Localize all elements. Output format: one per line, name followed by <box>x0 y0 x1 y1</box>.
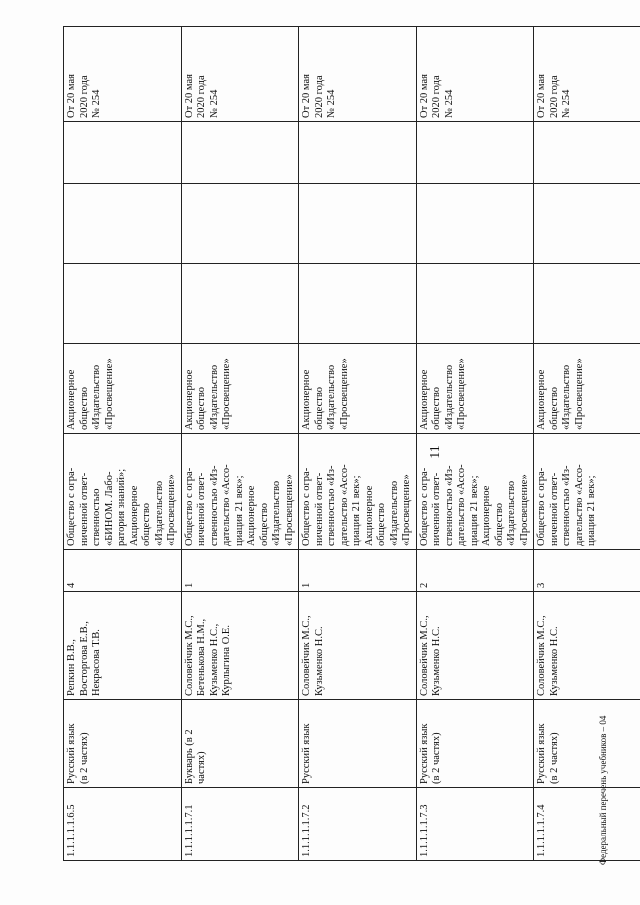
row-subject-cell: Русский язык (в 2 частях) <box>416 700 534 788</box>
table-row <box>299 27 417 861</box>
row-subject-cell: Русский язык (в 2 частях) <box>534 700 640 788</box>
row-publisher2-cell: Акционерное общество «Издательство «Просвещение» <box>64 344 182 434</box>
row-subject-cell: Русский язык <box>299 700 417 788</box>
row-grade-cell: 1 <box>299 550 417 592</box>
row-order-cell: От 20 мая 2020 года № 254 <box>181 27 299 122</box>
row-authors-cell: Соловейчик М.С., Кузьменко Н.С. <box>534 592 640 700</box>
row-order-cell: От 20 мая 2020 года № 254 <box>534 27 640 122</box>
row-grade-cell: 2 <box>416 550 534 592</box>
row-order-cell: От 20 мая 2020 года № 254 <box>64 27 182 122</box>
page-number: 11 <box>428 445 443 459</box>
row-subject-cell: Букварь (в 2 частях) <box>181 700 299 788</box>
row-authors-cell: Репкин В.В., Восторгова Е.В., Некрасова Т.В. <box>64 592 182 700</box>
row-empty-cell <box>534 184 640 264</box>
table-row <box>534 27 640 861</box>
row-empty-cell <box>64 122 182 184</box>
row-empty-cell <box>534 264 640 344</box>
row-publisher-cell: Общество с огра- ниченной ответ- ственностью «Из- дательство «Ассо- циация 21 век»; <box>534 434 640 550</box>
row-publisher2-cell: Акционерное общество «Издательство «Просвещение» <box>299 344 417 434</box>
row-empty-cell <box>181 184 299 264</box>
row-authors-cell: Соловейчик М.С., Кузьменко Н.С. <box>299 592 417 700</box>
row-code-cell: 1.1.1.1.1.7.1 <box>181 788 299 861</box>
textbook-table-region <box>63 26 633 861</box>
row-publisher2-cell: Акционерное общество «Издательство «Просвещение» <box>181 344 299 434</box>
row-empty-cell <box>416 264 534 344</box>
row-publisher-cell: Общество с огра- ниченной ответ- ственностью «Из- дательство «Ассо- циация 21 век»; Акционерное общество «Издательство «Просвещение» <box>299 434 417 550</box>
row-empty-cell <box>181 122 299 184</box>
row-order-cell: От 20 мая 2020 года № 254 <box>416 27 534 122</box>
rotated-table-container <box>63 26 633 861</box>
row-grade-cell: 1 <box>181 550 299 592</box>
row-code-cell: 1.1.1.1.1.7.2 <box>299 788 417 861</box>
table-body <box>64 27 640 861</box>
row-empty-cell <box>416 122 534 184</box>
row-empty-cell <box>64 184 182 264</box>
row-authors-cell: Соловейчик М.С., Бетенькова Н.М., Кузьменко Н.С., Курлыгина О.Е. <box>181 592 299 700</box>
row-empty-cell <box>416 184 534 264</box>
row-publisher-cell: Общество с огра- ниченной ответ- ственностью «Из- дательство «Ассо- циация 21 век»; Акционерное общество «Издательство «Просвещение» <box>181 434 299 550</box>
table-row <box>416 27 534 861</box>
table-row <box>64 27 182 861</box>
row-empty-cell <box>299 184 417 264</box>
row-authors-cell: Соловейчик М.С., Кузьменко Н.С. <box>416 592 534 700</box>
row-empty-cell <box>181 264 299 344</box>
textbook-list-table <box>63 26 640 861</box>
row-empty-cell <box>299 122 417 184</box>
row-publisher-cell: Общество с огра- ниченной ответ- ственностью «БИНОМ. Лабо- ратория знаний»; Акционерное общество «Издательство «Просвещение» <box>64 434 182 550</box>
row-publisher-cell: Общество с огра- ниченной ответ- ственностью «Из- дательство «Ассо- циация 21 век»; Акционерное общество «Издательство «Просвещение» <box>416 434 534 550</box>
footer-note: Федеральный перечень учебников – 04 <box>598 715 608 865</box>
row-empty-cell <box>64 264 182 344</box>
row-subject-cell: Русский язык (в 2 частях) <box>64 700 182 788</box>
row-grade-cell: 4 <box>64 550 182 592</box>
row-code-cell: 1.1.1.1.1.6.5 <box>64 788 182 861</box>
row-empty-cell <box>299 264 417 344</box>
row-grade-cell: 3 <box>534 550 640 592</box>
table-row <box>181 27 299 861</box>
row-publisher2-cell: Акционерное общество «Издательство «Просвещение» <box>534 344 640 434</box>
row-order-cell: От 20 мая 2020 года № 254 <box>299 27 417 122</box>
row-code-cell: 1.1.1.1.1.7.4 <box>534 788 640 861</box>
row-empty-cell <box>534 122 640 184</box>
row-publisher2-cell: Акционерное общество «Издательство «Просвещение» <box>416 344 534 434</box>
row-code-cell: 1.1.1.1.1.7.3 <box>416 788 534 861</box>
